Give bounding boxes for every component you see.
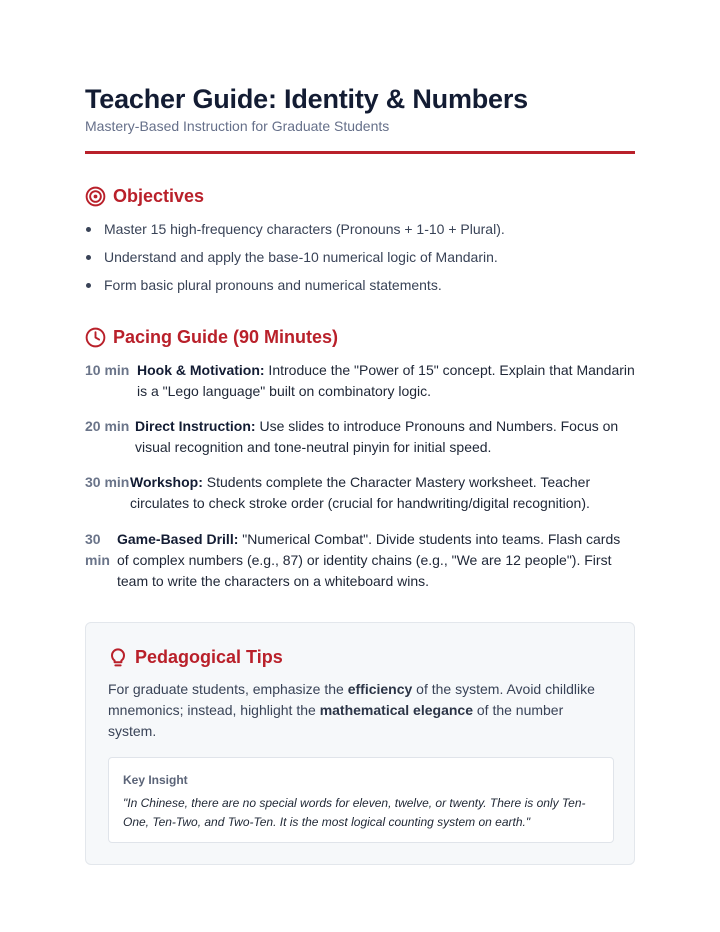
pacing-description [137,360,635,402]
pacing-item-instruction [85,416,635,458]
pacing-time: 10 min [85,362,130,378]
pacing-time: 30 min [85,474,130,490]
target-icon [85,186,106,207]
pacing-description [135,416,635,458]
page-title: Teacher Guide: Identity & Numbers [85,84,528,114]
tips-text: of the number system. [108,702,564,739]
key-insight-box [108,757,614,843]
pacing-text: "Numerical Combat". Divide students into teams. Flash cards of complex numbers (e.g., 87) or identity chains (e.g., "We are 12 people"). First team to write the characters on a whiteboard wins. [117,531,621,589]
pacing-label: Workshop: [130,474,203,490]
key-insight-label: Key Insight [123,773,188,787]
pacing-label: Hook & Motivation: [137,362,265,378]
tips-heading [108,645,283,669]
list-item: Master 15 high-frequency characters (Pronouns + 1-10 + Plural). [85,219,635,247]
lightbulb-icon [108,646,128,668]
pacing-description [130,472,635,514]
pacing-time: 30 min [85,531,110,568]
pacing-description [117,529,635,592]
clock-icon [85,327,106,348]
tips-emphasis: efficiency [347,681,413,697]
tips-heading-label: Pedagogical Tips [135,646,283,667]
pacing-text: Students complete the Character Mastery worksheet. Teacher circulates to check stroke order (crucial for handwriting/digital recognition). [130,474,591,511]
pacing-item-drill [85,529,635,592]
objectives-heading-label: Objectives [113,185,205,206]
tips-paragraph [108,679,613,742]
pacing-time: 20 min [85,418,130,434]
pacing-item-workshop [85,472,635,514]
pacing-text: Introduce the "Power of 15" concept. Explain that Mandarin is a "Lego language" built on combinatory logic. [137,362,635,399]
pacing-heading-label: Pacing Guide (90 Minutes) [113,326,339,347]
pacing-item-hook [85,360,635,402]
objectives-heading [85,184,204,208]
tips-text: For graduate students, emphasize the [108,681,348,697]
pacing-label: Game-Based Drill: [117,531,239,547]
list-item: Understand and apply the base-10 numerical logic of Mandarin. [85,247,635,275]
list-item: Form basic plural pronouns and numerical statements. [85,275,635,303]
key-insight-quote: "In Chinese, there are no special words for eleven, twelve, or twenty. There is only Ten-One, Ten-Two, and Two-Ten. It is the most logical counting system on earth." [123,796,586,829]
pacing-text: Use slides to introduce Pronouns and Numbers. Focus on visual recognition and tone-neutral pinyin for initial speed. [135,418,619,455]
pacing-heading [85,325,338,349]
page-subtitle: Mastery-Based Instruction for Graduate Students [85,118,390,134]
tips-emphasis: mathematical elegance [319,702,473,718]
pacing-label: Direct Instruction: [135,418,256,434]
pedagogical-tips-card [85,622,635,865]
objectives-list [85,219,635,303]
tips-text: of the system. Avoid childlike mnemonics; instead, highlight the [108,681,595,718]
title-divider [85,151,635,154]
